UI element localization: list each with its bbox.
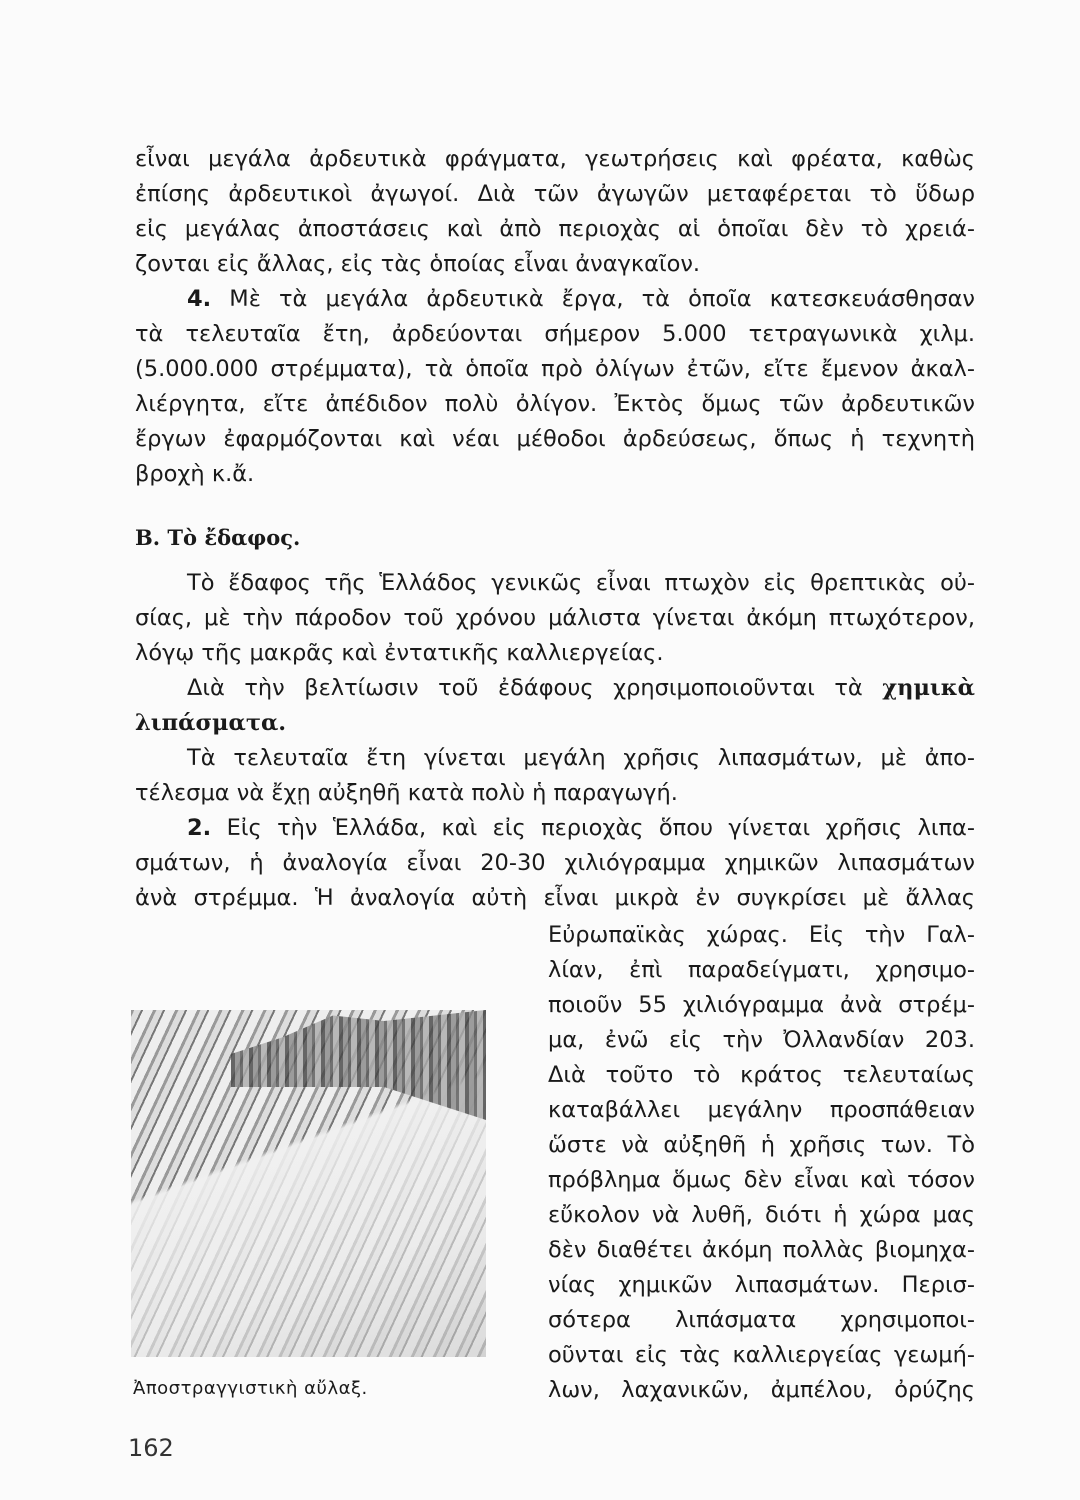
line-text: Διὰ τὴν βελτίωσιν τοῦ ἐδάφους χρησιμοποιοῦνται τὰ: [187, 675, 883, 701]
section-heading: Β. Τὸ ἔδαφος.: [135, 525, 301, 550]
line-text: ἀνὰ στρέμμα. Ἡ ἀναλογία αὐτὴ εἶναι μικρὰ ἐν συγκρίσει μὲ ἄλλας: [135, 885, 975, 911]
text-line: [548, 1198, 975, 1233]
paragraph-number: 2.: [187, 815, 212, 841]
line-text: ζονται εἰς ἄλλας, εἰς τὰς ὁποίας εἶναι ἀναγκαῖον.: [135, 251, 701, 277]
line-text: εἰς μεγάλας ἀποστάσεις καὶ ἀπὸ περιοχὰς αἱ ὁποῖαι δὲν τὸ χρειά-: [135, 216, 975, 242]
paragraphs-soil: [135, 566, 975, 916]
text-line: [135, 671, 975, 706]
text-line: [548, 1233, 975, 1268]
line-text: λων, λαχανικῶν, ἀμπέλου, ὀρύζης: [548, 1377, 975, 1403]
text-line: [548, 1338, 975, 1373]
line-text: τέλεσμα νὰ ἔχῃ αὐξηθῆ κατὰ πολὺ ἡ παραγωγή.: [135, 780, 678, 806]
line-text: ἔργων ἐφαρμόζονται καὶ νέαι μέθοδοι ἀρδεύσεως, ὅπως ἡ τεχνητὴ: [135, 426, 975, 452]
line-text: νίας χημικῶν λιπασμάτων. Περισ-: [548, 1272, 975, 1298]
text-line: [135, 387, 975, 422]
line-text: λίαν, ἐπὶ παραδείγματι, χρησιμο-: [548, 957, 975, 983]
text-line: [548, 1163, 975, 1198]
text-line: [548, 918, 975, 953]
text-line: [548, 988, 975, 1023]
text-line: [135, 566, 975, 601]
text-line: [135, 317, 975, 352]
text-line: [135, 282, 975, 317]
page-number: 162: [128, 1434, 174, 1462]
line-text: σμάτων, ἡ ἀναλογία εἶναι 20-30 χιλιόγραμμα χημικῶν λιπασμάτων: [135, 850, 975, 876]
line-text: Εἰς τὴν Ἑλλάδα, καὶ εἰς περιοχὰς ὅπου γίνεται χρῆσις λιπα-: [211, 815, 975, 841]
line-text: σότερα λιπάσματα χρησιμοποι-: [548, 1307, 975, 1333]
text-line: [548, 1373, 975, 1408]
line-text: Εὐρωπαϊκὰς χώρας. Εἰς τὴν Γαλ-: [548, 922, 975, 948]
text-line: [135, 212, 975, 247]
line-text: ὥστε νὰ αὐξηθῆ ἡ χρῆσις των. Τὸ: [548, 1132, 975, 1158]
text-line: [548, 953, 975, 988]
text-line: [135, 457, 975, 492]
text-line: [135, 422, 975, 457]
paragraphs-irrigation: [135, 142, 975, 492]
text-line: [548, 1303, 975, 1338]
trees-in-photo: [231, 1010, 486, 1120]
line-text: (5.000.000 στρέμματα), τὰ ὁποῖα πρὸ ὀλίγων ἐτῶν, εἴτε ἔμενον ἀκαλ-: [135, 356, 975, 382]
text-line: [135, 177, 975, 212]
line-text: καταβάλλει μεγάλην προσπάθειαν: [548, 1097, 975, 1123]
text-line: [548, 1093, 975, 1128]
text-line: [548, 1058, 975, 1093]
line-text: ποιοῦν 55 χιλιόγραμμα ἀνὰ στρέμ-: [548, 992, 975, 1018]
text-line: [548, 1023, 975, 1058]
line-text: Διὰ τοῦτο τὸ κράτος τελευταίως: [548, 1062, 975, 1088]
paragraph-number: 4.: [187, 286, 212, 312]
bold-term: λιπάσματα.: [135, 710, 287, 736]
text-line: [135, 247, 975, 282]
paragraphs-fertilizer-column: [548, 918, 975, 1408]
line-text: μα, ἐνῶ εἰς τὴν Ὀλλανδίαν 203.: [548, 1027, 975, 1053]
drainage-ditch-photo: [131, 1010, 486, 1357]
text-line: [548, 1268, 975, 1303]
text-line: [135, 776, 975, 811]
text-line: [135, 636, 975, 671]
text-line: [135, 601, 975, 636]
line-text: Τὰ τελευταῖα ἔτη γίνεται μεγάλη χρῆσις λιπασμάτων, μὲ ἀπο-: [187, 745, 975, 771]
text-line: [135, 142, 975, 177]
line-text: δὲν διαθέτει ἀκόμη πολλὰς βιομηχα-: [548, 1237, 975, 1263]
text-line: [135, 706, 975, 741]
text-line: [135, 352, 975, 387]
text-line: [135, 846, 975, 881]
line-text: τὰ τελευταῖα ἔτη, ἀρδεύονται σήμερον 5.000 τετραγωνικὰ χιλμ.: [135, 321, 975, 347]
figure-caption: Ἀποστραγγιστικὴ αὔλαξ.: [133, 1378, 368, 1399]
line-text: οῦνται εἰς τὰς καλλιεργείας γεωμή-: [548, 1342, 975, 1368]
line-text: Τὸ ἔδαφος τῆς Ἑλλάδος γενικῶς εἶναι πτωχὸν εἰς θρεπτικὰς οὐ-: [187, 570, 975, 596]
line-text: βροχὴ κ.ἄ.: [135, 461, 255, 487]
text-line: [548, 1128, 975, 1163]
line-text: σίας, μὲ τὴν πάροδον τοῦ χρόνου μάλιστα γίνεται ἀκόμη πτωχότερον,: [135, 605, 975, 631]
text-line: [135, 811, 975, 846]
line-text: Μὲ τὰ μεγάλα ἀρδευτικὰ ἔργα, τὰ ὁποῖα κατεσκευάσθησαν: [211, 286, 975, 312]
line-text: εἶναι μεγάλα ἀρδευτικὰ φράγματα, γεωτρήσεις καὶ φρέατα, καθὼς: [135, 146, 975, 172]
line-text: εὔκολον νὰ λυθῆ, διότι ἡ χώρα μας: [548, 1202, 975, 1228]
line-text: ἐπίσης ἀρδευτικοὶ ἀγωγοί. Διὰ τῶν ἀγωγῶν μεταφέρεται τὸ ὕδωρ: [135, 181, 975, 207]
line-text: πρόβλημα ὅμως δὲν εἶναι καὶ τόσον: [548, 1167, 975, 1193]
line-text: λιέργητα, εἴτε ἀπέδιδον πολὺ ὀλίγον. Ἐκτὸς ὅμως τῶν ἀρδευτικῶν: [135, 391, 975, 417]
text-line: [135, 741, 975, 776]
line-text: λόγῳ τῆς μακρᾶς καὶ ἐντατικῆς καλλιεργείας.: [135, 640, 664, 666]
bold-term: χημικὰ: [882, 675, 975, 701]
text-line: [135, 881, 975, 916]
